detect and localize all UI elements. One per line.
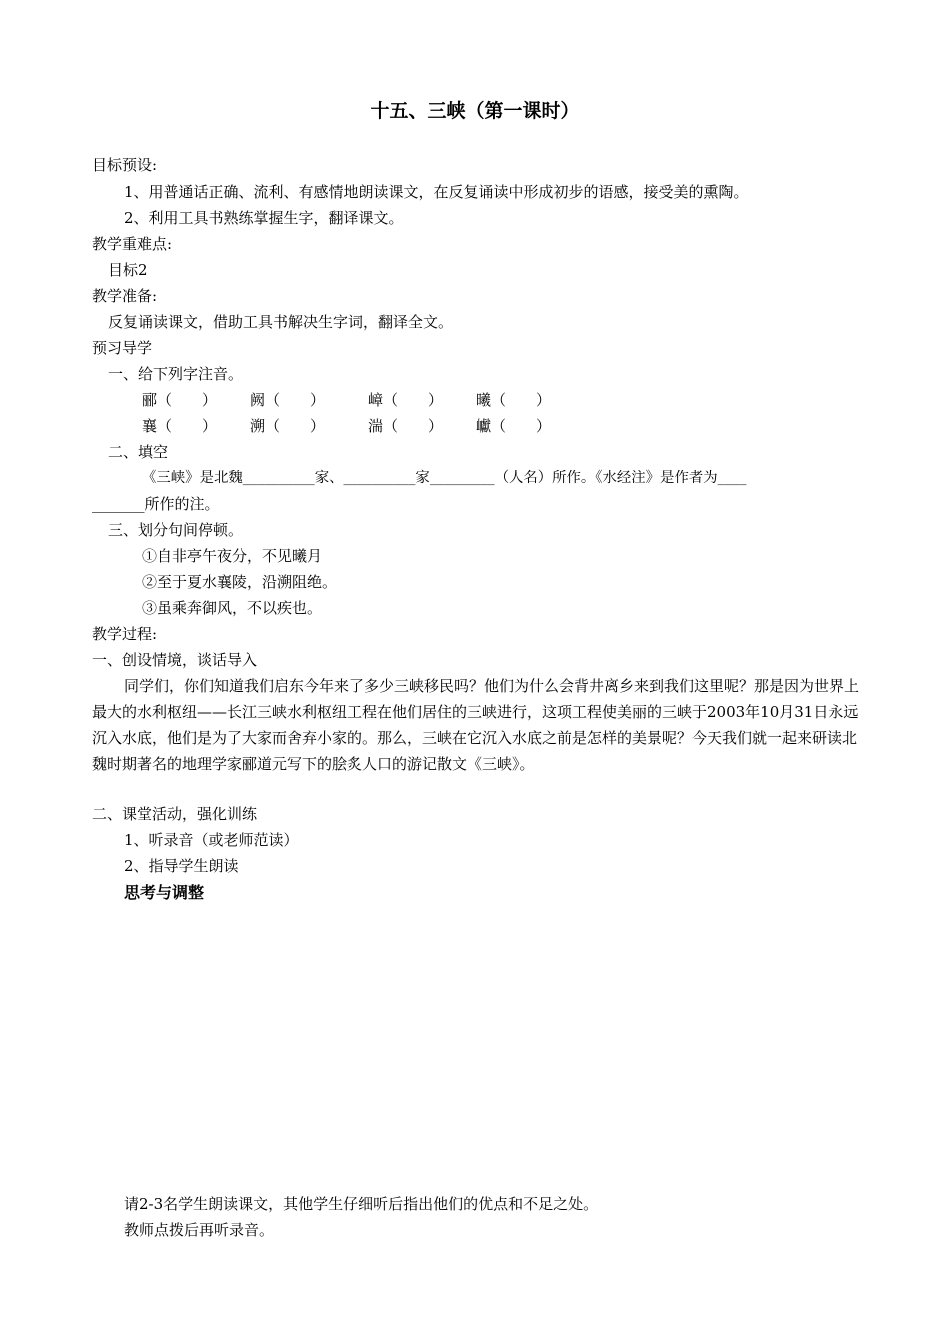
key-points-heading: 教学重难点: bbox=[92, 235, 173, 253]
pinyin-item: 嶂（ ） bbox=[368, 391, 444, 409]
goal-item: 2、利用工具书熟练掌握生字，翻译课文。 bbox=[124, 209, 404, 227]
key-points-text: 目标2 bbox=[108, 261, 148, 279]
pause-item: ①自非亭午夜分，不见曦月 bbox=[142, 547, 323, 565]
process-part-2-heading: 二、课堂活动，强化训练 bbox=[92, 805, 258, 823]
intro-paragraph: 同学们，你们知道我们启东今年来了多少三峡移民吗？他们为什么会背井离乡来到我们这里呢？那是因为世界上最大的水利枢纽——长江三峡水利枢纽工程在他们居住的三峡进行，这项工程使美丽的三峡于2003年10月31日永远沉入水底，他们是为了大家而舍弃小家的。那么，三峡在它沉入水底之前是怎样的美景呢？今天我们就一起来研读北魏时期著名的地理学家郦道元写下的脍炙人口的游记散文《三峡》。 bbox=[92, 677, 860, 773]
goals-heading: 目标预设: bbox=[92, 156, 158, 174]
reflection-heading: 思考与调整 bbox=[124, 883, 205, 902]
pinyin-item: 曦（ ） bbox=[476, 391, 552, 409]
preparation-text: 反复诵读课文，借助工具书解决生字词，翻译全文。 bbox=[108, 313, 454, 331]
activity-item: 1、听录音（或老师范读） bbox=[124, 831, 299, 849]
pause-item: ③虽乘奔御风，不以疾也。 bbox=[142, 599, 323, 617]
process-part-1-heading: 一、创设情境，谈话导入 bbox=[92, 651, 258, 669]
pinyin-item: 襄（ ） bbox=[142, 417, 218, 435]
bottom-line: 请2-3名学生朗读课文，其他学生仔细听后指出他们的优点和不足之处。 bbox=[124, 1195, 599, 1213]
preview-section-2-heading: 二、填空 bbox=[108, 443, 169, 461]
preview-section-1-heading: 一、给下列字注音。 bbox=[108, 365, 244, 383]
activity-item: 2、指导学生朗读 bbox=[124, 857, 239, 875]
pinyin-item: 郦（ ） bbox=[142, 391, 218, 409]
pause-item: ②至于夏水襄陵，沿溯阻绝。 bbox=[142, 573, 338, 591]
preview-heading: 预习导学 bbox=[92, 339, 153, 357]
pinyin-item: 巘（ ） bbox=[476, 417, 552, 435]
page-title: 十五、三峡（第一课时） bbox=[370, 100, 580, 122]
fill-blank-line: _______所作的注。 bbox=[92, 495, 220, 513]
bottom-line: 教师点拨后再听录音。 bbox=[124, 1221, 275, 1239]
pinyin-item: 溯（ ） bbox=[250, 417, 326, 435]
pinyin-item: 湍（ ） bbox=[368, 417, 444, 435]
goal-item: 1、用普通话正确、流利、有感情地朗读课文，在反复诵读中形成初步的语感，接受美的熏陶。 bbox=[124, 183, 749, 201]
preview-section-3-heading: 三、划分句间停顿。 bbox=[108, 521, 244, 539]
preparation-heading: 教学准备: bbox=[92, 287, 158, 305]
process-heading: 教学过程: bbox=[92, 625, 158, 643]
pinyin-item: 阙（ ） bbox=[250, 391, 326, 409]
fill-blank-line: 《三峡》是北魏__________家、__________家_________（人名）所作。《水经注》是作者为____ bbox=[142, 470, 747, 486]
